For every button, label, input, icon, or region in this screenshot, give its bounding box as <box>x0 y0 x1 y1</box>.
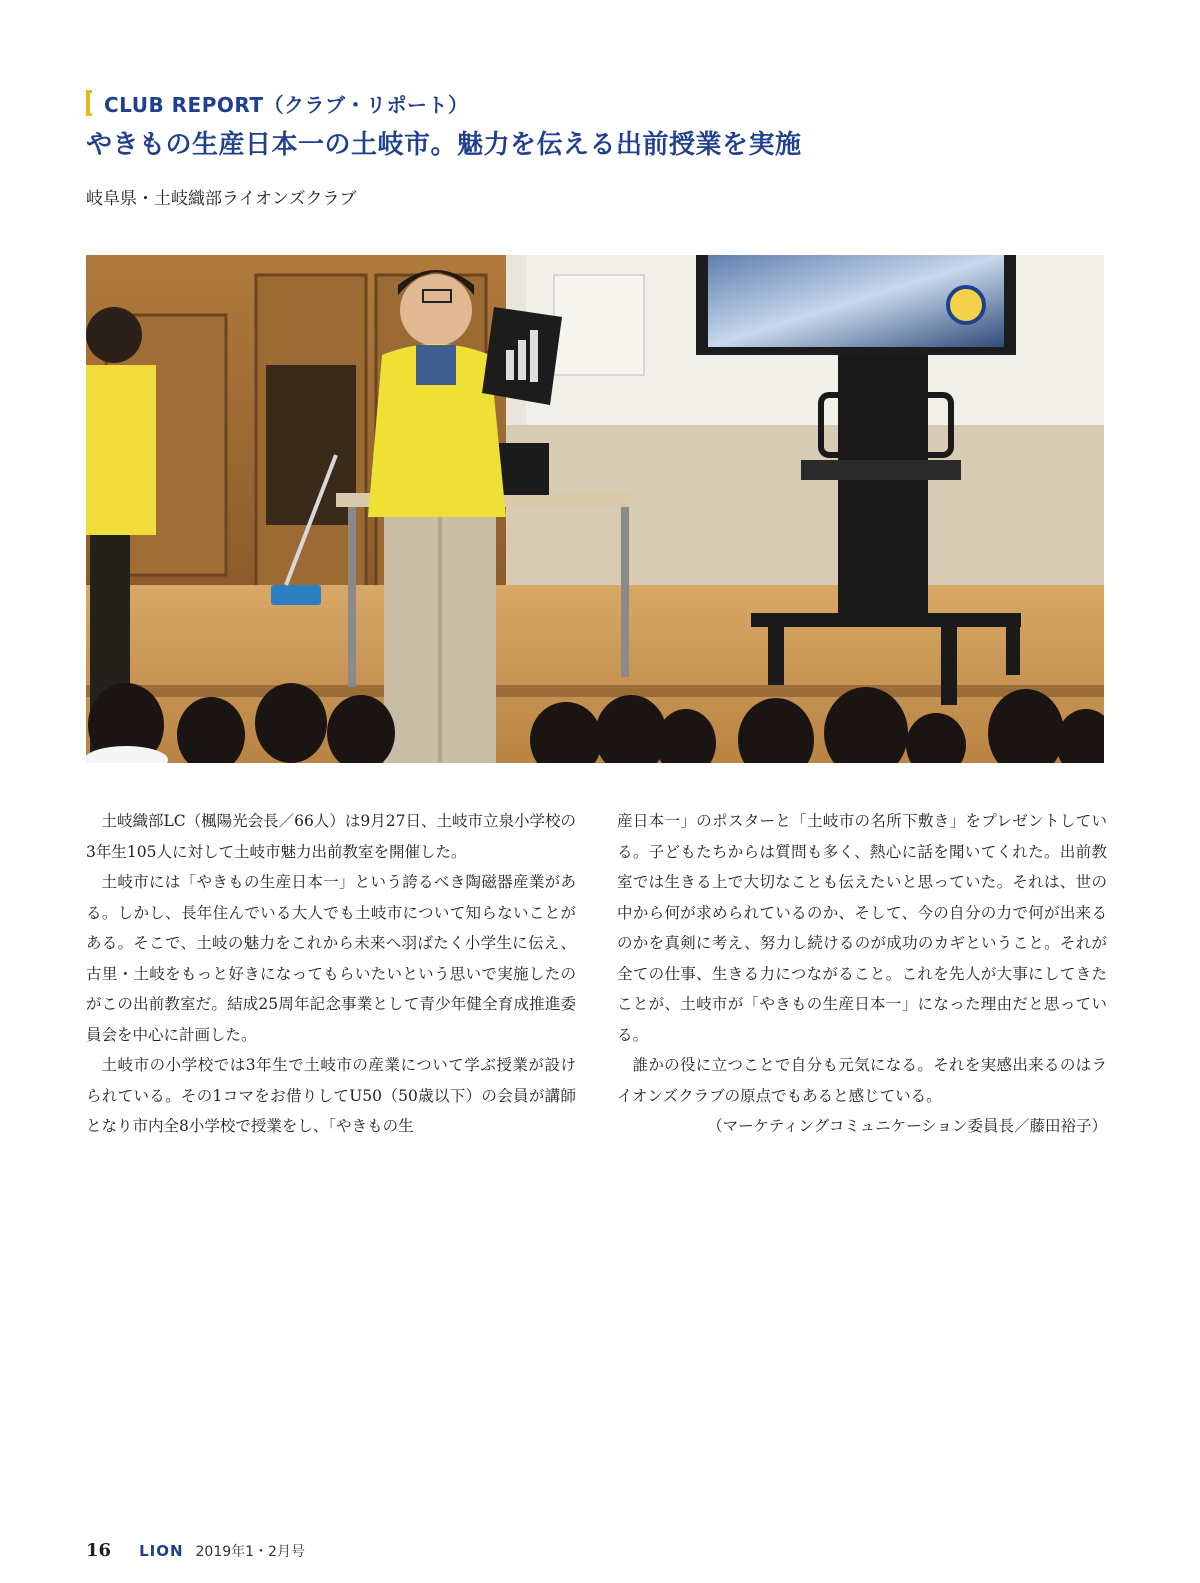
paragraph: 土岐市には「やきもの生産日本一」という誇るべき陶磁器産業がある。しかし、長年住んでいる大人でも土岐市について知らないことがある。そこで、土岐の魅力をこれから未来へ羽ばたく小学生に伝え、古里・土岐をもっと好きになってもらいたいという思いで実施したのがこの出前教室だ。結成25周年記念事業として青少年健全育成推進委員会を中心に計画した。 <box>86 873 576 1044</box>
classroom-photo-illustration <box>86 255 1104 763</box>
magazine-name: LION <box>139 1542 184 1560</box>
paragraph-continuation: 産日本一」のポスターと「土岐市の名所下敷き」をプレゼントしている。子どもたちからは質問も多く、熱心に話を聞いてくれた。出前教室では生きる上で大切なことも伝えたいと思っていた。それは、世の中から何が求められているのか、そして、今の自分の力で何が出来るのかを真剣に考え、努力し続けるのが成功のカギということ。それが全ての仕事、生きる力につながること。これを先人が大事にしてきたことが、土岐市が「やきもの生産日本一」になった理由だと思っている。 <box>617 812 1107 1044</box>
issue-label: 2019年1・2月号 <box>195 1544 305 1560</box>
author-signature: （マーケティングコミュニケーション委員長／藤田裕子） <box>707 1117 1107 1135</box>
page-number: 16 <box>86 1540 112 1561</box>
paragraph: 土岐織部LC（楓陽光会長／66人）は9月27日、土岐市立泉小学校の3年生105人に対して土岐市魅力出前教室を開催した。 <box>86 812 576 861</box>
section-bracket-mark <box>86 90 92 116</box>
article-body-right <box>617 806 1107 1142</box>
club-name: 岐阜県・土岐織部ライオンズクラブ <box>86 189 357 209</box>
article-photo <box>86 255 1104 763</box>
section-label <box>86 88 469 118</box>
section-label-text: CLUB REPORT（クラブ・リポート） <box>104 92 469 117</box>
article-headline: やきもの生産日本一の土岐市。魅力を伝える出前授業を実施 <box>86 130 802 160</box>
article-body-left <box>86 806 576 1142</box>
paragraph: 誰かの役に立つことで自分も元気になる。それを実感出来るのはライオンズクラブの原点でもあると感じている。 <box>617 1056 1107 1105</box>
paragraph: 土岐市の小学校では3年生で土岐市の産業について学ぶ授業が設けられている。その1コマをお借りしてU50（50歳以下）の会員が講師となり市内全8小学校で授業をし、「やきもの生 <box>86 1056 576 1135</box>
page-footer <box>86 1540 305 1561</box>
